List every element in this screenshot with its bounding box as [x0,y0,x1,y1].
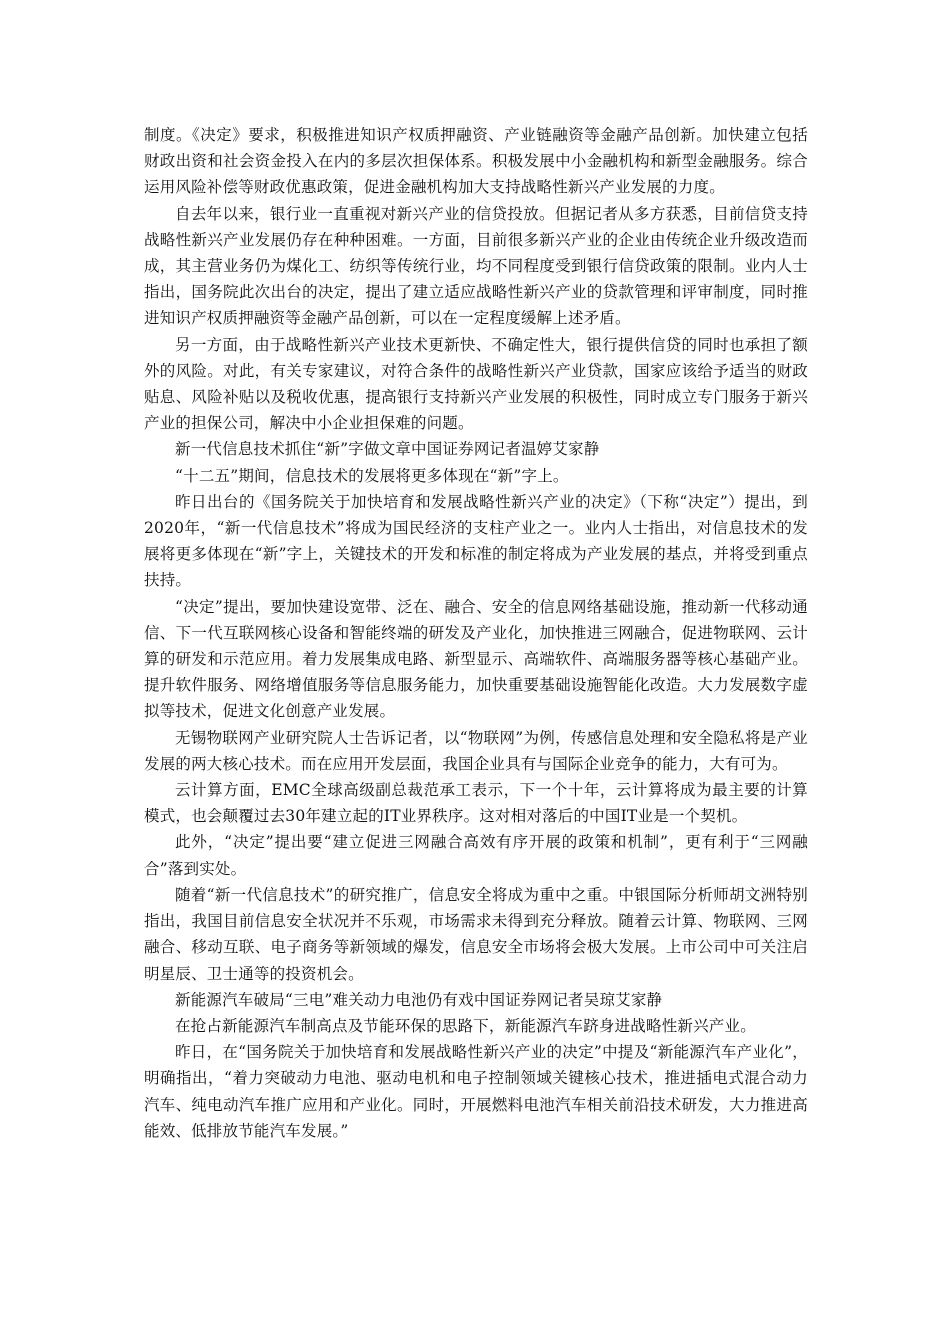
paragraph-3: 另一方面，由于战略性新兴产业技术更新快、不确定性大，银行提供信贷的同时也承担了额外的风险。对此，有关专家建议，对符合条件的战略性新兴产业贷款，国家应该给予适当的财政贴息、风险补贴以及税收优惠，提高银行支持新兴产业发展的积极性，同时成立专门服务于新兴产业的担保公司，解决中小企业担保难的问题。 [144,335,808,433]
paragraph-14: 昨日，在“国务院关于加快培育和发展战略性新兴产业的决定”中提及“新能源汽车产业化”，明确指出，“着力突破动力电池、驱动电机和电子控制领域关键核心技术，推进插电式混合动力汽车、纯电动汽车推广应用和产业化。同时，开展燃料电池汽车相关前沿技术研发，大力推进高能效、低排放节能汽车发展。” [144,1043,808,1140]
paragraph-1: 制度。《决定》要求，积极推进知识产权质押融资、产业链融资等金融产品创新。加快建立包括财政出资和社会资金投入在内的多层次担保体系。积极发展中小金融机构和新型金融服务。综合运用风险补偿等财政优惠政策，促进金融机构加大支持战略性新兴产业发展的力度。 [144,126,808,197]
paragraph-6: 昨日出台的《国务院关于加快培育和发展战略性新兴产业的决定》（下称“决定”）提出，到2020年，“新一代信息技术”将成为国民经济的支柱产业之一。业内人士指出，对信息技术的发展将更多体现在“新”字上，关键技术的开发和标准的制定将成为产业发展的基点，并将受到重点扶持。 [144,492,808,590]
paragraph-10: 此外，“决定”提出要“建立促进三网融合高效有序开展的政策和机制”，更有利于“三网融合”落到实处。 [144,833,808,878]
paragraph-9: 云计算方面，EMC全球高级副总裁范承工表示，下一个十年，云计算将成为最主要的计算模式，也会颠覆过去30年建立起的IT业界秩序。这对相对落后的中国IT业是一个契机。 [144,781,808,826]
section-heading-it: 新一代信息技术抓住“新”字做文章中国证券网记者温婷艾家静 [175,440,600,459]
paragraph-11: 随着“新一代信息技术”的研究推广，信息安全将成为重中之重。中银国际分析师胡文洲特别指出，我国目前信息安全状况并不乐观，市场需求未得到充分释放。随着云计算、物联网、三网融合、移动互联、电子商务等新领域的爆发，信息安全市场将会极大发展。上市公司中可关注启明星辰、卫士通等的投资机会。 [144,885,808,983]
document-page [144,122,808,1144]
paragraph-5: “十二五”期间，信息技术的发展将更多体现在“新”字上。 [175,466,569,485]
paragraph-8: 无锡物联网产业研究院人士告诉记者，以“物联网”为例，传感信息处理和安全隐私将是产业发展的两大核心技术。而在应用开发层面，我国企业具有与国际企业竞争的能力，大有可为。 [144,728,808,773]
paragraph-2: 自去年以来，银行业一直重视对新兴产业的信贷投放。但据记者从多方获悉，目前信贷支持战略性新兴产业发展仍存在种种困难。一方面，目前很多新兴产业的企业由传统企业升级改造而成，其主营业务仍为煤化工、纺织等传统行业，均不同程度受到银行信贷政策的限制。业内人士指出，国务院此次出台的决定，提出了建立适应战略性新兴产业的贷款管理和评审制度，同时推进知识产权质押融资等金融产品创新，可以在一定程度缓解上述矛盾。 [144,204,808,328]
paragraph-7: “决定”提出，要加快建设宽带、泛在、融合、安全的信息网络基础设施，推动新一代移动通信、下一代互联网核心设备和智能终端的研发及产业化，加快推进三网融合，促进物联网、云计算的研发和示范应用。着力发展集成电路、新型显示、高端软件、高端服务器等核心基础产业。提升软件服务、网络增值服务等信息服务能力，加快重要基础设施智能化改造。大力发展数字虚拟等技术，促进文化创意产业发展。 [144,597,808,721]
section-heading-ev: 新能源汽车破局“三电”难关动力电池仍有戏中国证券网记者吴琼艾家静 [175,990,663,1009]
paragraph-13: 在抢占新能源汽车制高点及节能环保的思路下，新能源汽车跻身进战略性新兴产业。 [175,1016,756,1035]
